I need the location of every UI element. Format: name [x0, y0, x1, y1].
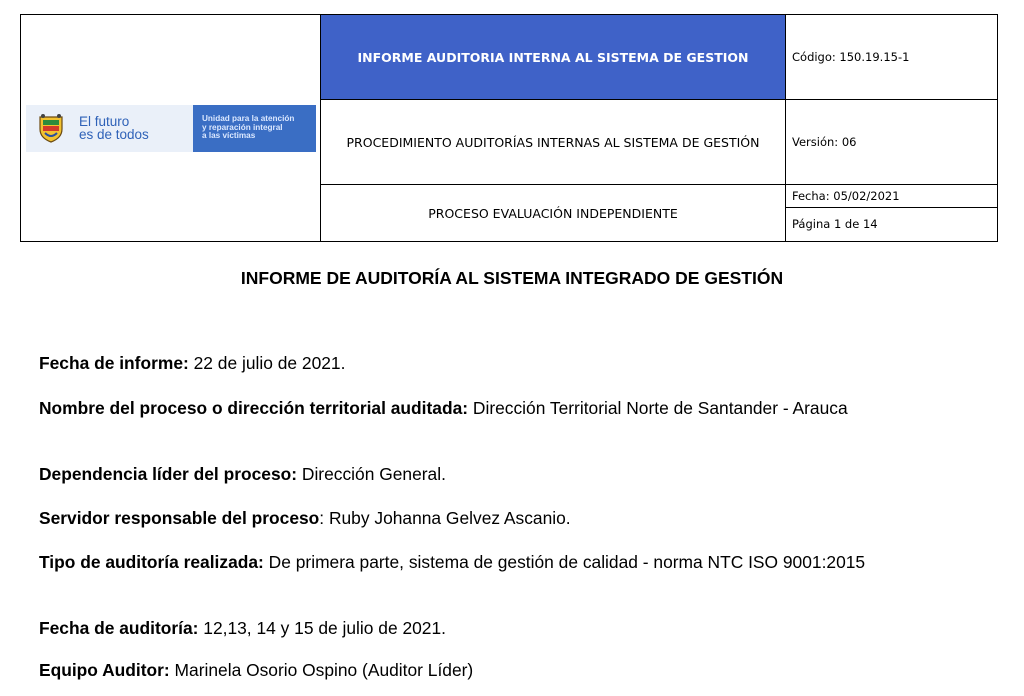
version-cell: Versión: 06 — [786, 100, 998, 185]
field-audit-team — [39, 659, 989, 681]
field-responsible — [39, 507, 989, 529]
code-cell: Código: 150.19.15-1 — [786, 15, 998, 100]
field-label: Equipo Auditor: — [39, 660, 170, 680]
field-lead-dependency — [39, 463, 989, 485]
report-title-cell: INFORME AUDITORIA INTERNA AL SISTEMA DE GESTION — [321, 15, 786, 100]
logo-cell — [21, 15, 321, 242]
brand-slogan — [79, 115, 149, 141]
procedure-cell: PROCEDIMIENTO AUDITORÍAS INTERNAS AL SISTEMA DE GESTIÓN — [321, 100, 786, 185]
field-label: Servidor responsable del proceso — [39, 508, 320, 528]
field-process-name — [39, 397, 989, 419]
field-label: Tipo de auditoría realizada: — [39, 552, 264, 572]
logo-brand-block — [26, 105, 193, 152]
field-report-date — [39, 352, 989, 374]
unit-line-1: Unidad para la atención — [202, 114, 295, 124]
field-value: De primera parte, sistema de gestión de calidad - norma NTC ISO 9001:2015 — [263, 552, 866, 572]
field-label: Fecha de informe: — [39, 353, 189, 373]
document-header-table — [20, 14, 998, 242]
field-label: Dependencia líder del proceso: — [39, 464, 298, 484]
field-label: Nombre del proceso o dirección territorial auditada: — [39, 398, 469, 418]
unit-line-2: y reparación integral — [202, 122, 283, 132]
process-cell: PROCESO EVALUACIÓN INDEPENDIENTE — [321, 185, 786, 242]
date-cell: Fecha: 05/02/2021 — [786, 185, 998, 207]
field-value: Dirección Territorial Norte de Santander - Arauca — [468, 398, 848, 418]
brand-line-1: El futuro — [79, 114, 130, 129]
field-audit-date — [39, 617, 989, 639]
field-label: Fecha de auditoría: — [39, 618, 199, 638]
institution-logo — [26, 105, 316, 152]
coat-of-arms-icon — [37, 113, 65, 143]
page-cell: Página 1 de 14 — [786, 207, 998, 241]
brand-line-2: es de todos — [79, 127, 149, 142]
field-value: 22 de julio de 2021. — [188, 353, 346, 373]
logo-unit-block — [193, 105, 316, 152]
unit-name — [202, 115, 294, 141]
field-audit-type — [39, 551, 989, 573]
unit-line-3: a las víctimas — [202, 131, 256, 141]
field-value: : Ruby Johanna Gelvez Ascanio. — [319, 508, 571, 528]
field-value: 12,13, 14 y 15 de julio de 2021. — [198, 618, 446, 638]
field-value: Marinela Osorio Ospino (Auditor Líder) — [169, 660, 474, 680]
document-title: INFORME DE AUDITORÍA AL SISTEMA INTEGRADO DE GESTIÓN — [240, 268, 784, 288]
field-value: Dirección General. — [297, 464, 446, 484]
